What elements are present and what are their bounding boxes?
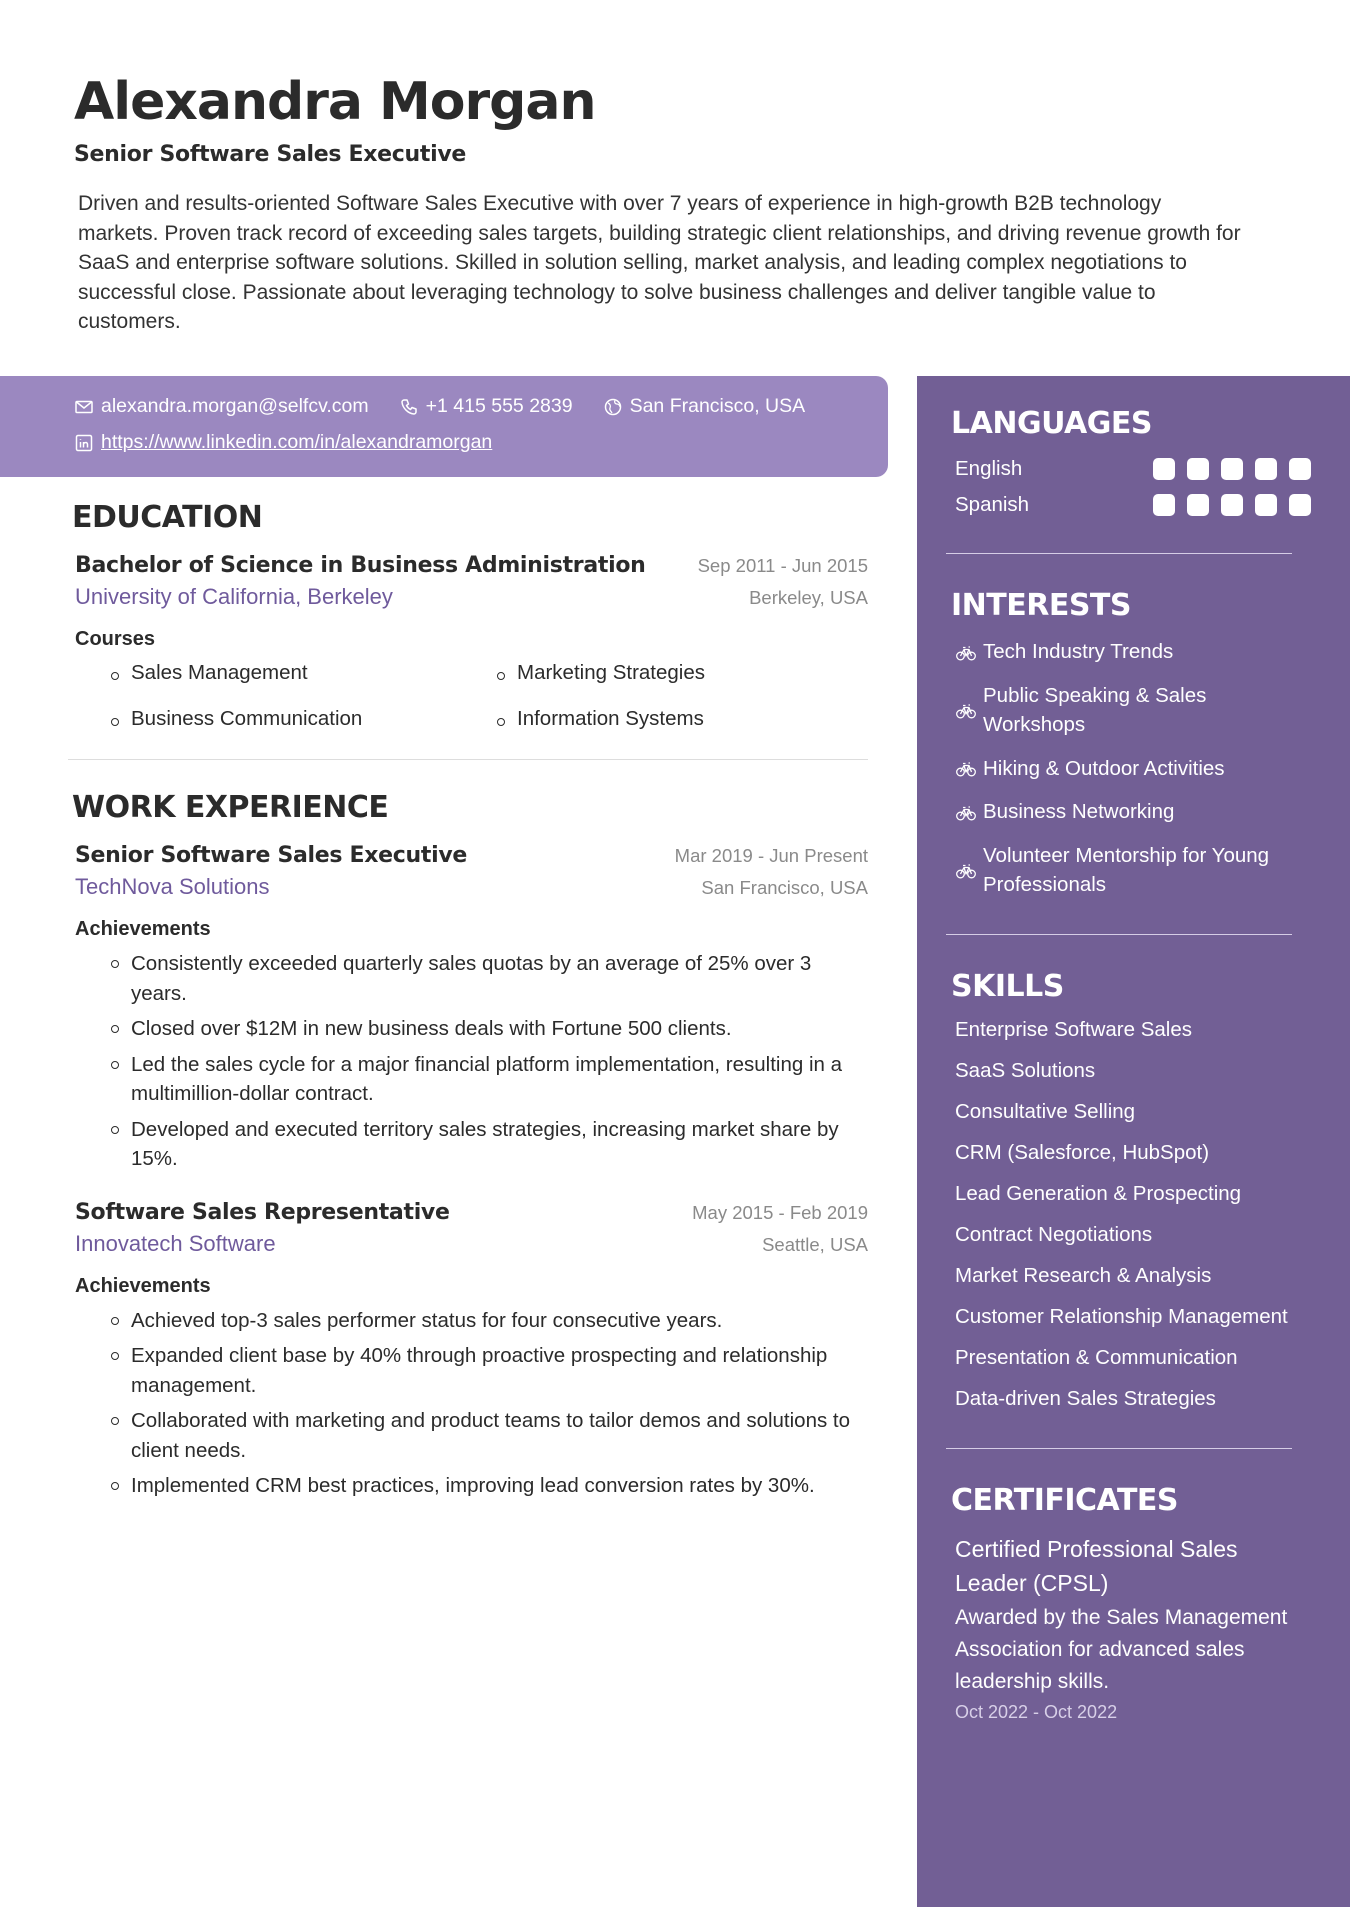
contact-location [603, 395, 806, 418]
summary-paragraph: Driven and results-oriented Software Sales Executive with over 7 years of experience in high-growth B2B technology markets. Proven track record of exceeding sales targets, building strategic client relationships, and driving revenue growth for SaaS and enterprise software solutions. Skilled in solution selling, market analysis, and leading complex negotiations to successful close. Passionate about leveraging technology to solve business challenges and deliver tangible value to customers. [78, 192, 1241, 334]
list-item: Information Systems [517, 707, 897, 731]
interest-item [951, 841, 1311, 900]
proficiency-dot [1153, 458, 1175, 480]
location-text: San Francisco, USA [629, 395, 806, 417]
phone-icon [399, 397, 419, 417]
courses-list [75, 661, 868, 731]
skills-heading: SKILLS [951, 968, 1064, 1004]
certificate-date: Oct 2022 - Oct 2022 [955, 1701, 1118, 1722]
skill-item: Presentation & Communication [955, 1346, 1238, 1369]
list-item: Collaborated with marketing and product teams to tailor demos and solutions to client needs. [131, 1406, 875, 1465]
proficiency-dot [1221, 494, 1243, 516]
job-title: Senior Software Sales Executive [75, 843, 468, 868]
interest-label: Volunteer Mentorship for Young Professionals [983, 843, 1270, 896]
sidebar [917, 376, 1350, 1907]
interest-item [951, 797, 1311, 827]
certificate-name: Certified Professional Sales Leader (CPSL) [955, 1535, 1238, 1596]
proficiency-dots [1153, 458, 1311, 480]
achievements-label: Achievements [75, 918, 211, 940]
language-row [951, 457, 1311, 481]
interest-item [951, 681, 1311, 740]
proficiency-dot [1255, 494, 1277, 516]
languages-heading: LANGUAGES [951, 406, 1152, 441]
skill-item: Data-driven Sales Strategies [955, 1387, 1216, 1410]
candidate-title: Senior Software Sales Executive [74, 142, 467, 167]
candidate-name: Alexandra Morgan [74, 72, 596, 132]
bicycle-icon [955, 801, 977, 823]
list-item: Business Communication [131, 707, 517, 731]
bicycle-icon [955, 699, 977, 721]
language-row [951, 493, 1311, 517]
contact-linkedin[interactable] [74, 431, 492, 454]
list-item: Sales Management [131, 661, 517, 685]
contact-phone[interactable] [399, 395, 573, 418]
proficiency-dot [1289, 494, 1311, 516]
skill-item: SaaS Solutions [955, 1059, 1096, 1082]
company-name: TechNova Solutions [75, 874, 270, 899]
degree-title: Bachelor of Science in Business Administration [75, 553, 646, 578]
language-name: Spanish [955, 493, 1030, 516]
linkedin-link[interactable]: https://www.linkedin.com/in/alexandramorgan [101, 431, 493, 453]
section-divider [68, 759, 868, 760]
proficiency-dots [1153, 494, 1311, 516]
certificate-description: Awarded by the Sales Management Association for advanced sales leadership skills. [955, 1605, 1288, 1693]
list-item: Implemented CRM best practices, improving lead conversion rates by 30%. [131, 1471, 875, 1501]
job-date: Mar 2019 - Jun Present [674, 845, 868, 866]
resume-header [74, 70, 1254, 337]
company-name: Innovatech Software [75, 1230, 276, 1256]
email-text: alexandra.morgan@selfcv.com [101, 395, 369, 417]
courses-label: Courses [75, 628, 156, 650]
sidebar-divider [946, 934, 1292, 935]
education-entry [72, 553, 868, 731]
contact-row [74, 431, 522, 454]
skill-item: Lead Generation & Prospecting [955, 1182, 1242, 1205]
school-name: University of California, Berkeley [75, 584, 393, 609]
list-item: Achieved top-3 sales performer status for four consecutive years. [131, 1306, 875, 1336]
interest-label: Hiking & Outdoor Activities [983, 756, 1225, 780]
proficiency-dot [1289, 458, 1311, 480]
achievements-list [75, 949, 875, 1174]
skill-item: Market Research & Analysis [955, 1264, 1212, 1287]
proficiency-dot [1187, 494, 1209, 516]
job-entry [72, 843, 868, 1174]
bicycle-icon [955, 641, 977, 663]
certificates-heading: CERTIFICATES [951, 1482, 1179, 1518]
interest-item [951, 637, 1311, 667]
proficiency-dot [1221, 458, 1243, 480]
interests-list [951, 637, 1311, 900]
education-date: Sep 2011 - Jun 2015 [697, 555, 868, 576]
interest-label: Tech Industry Trends [983, 640, 1174, 663]
bicycle-icon [955, 859, 977, 881]
interest-label: Business Networking [983, 800, 1175, 823]
skill-item: CRM (Salesforce, HubSpot) [955, 1141, 1210, 1164]
list-item: Expanded client base by 40% through proactive prospecting and relationship management. [131, 1341, 875, 1400]
sidebar-divider [946, 1448, 1292, 1449]
linkedin-icon [74, 433, 94, 453]
sidebar-divider [946, 553, 1292, 554]
bicycle-icon [955, 757, 977, 779]
school-location: Berkeley, USA [749, 587, 868, 608]
job-date: May 2015 - Feb 2019 [692, 1201, 868, 1223]
list-item: Led the sales cycle for a major financial platform implementation, resulting in a multimillion-dollar contract. [131, 1050, 875, 1109]
envelope-icon [74, 397, 94, 417]
skill-item: Enterprise Software Sales [955, 1018, 1193, 1041]
contact-bar [0, 376, 888, 477]
list-item: Closed over $12M in new business deals with Fortune 500 clients. [131, 1014, 875, 1044]
skill-item: Customer Relationship Management [955, 1305, 1288, 1328]
phone-text: +1 415 555 2839 [425, 395, 573, 417]
contact-email[interactable] [74, 395, 369, 418]
language-name: English [955, 457, 1023, 480]
interest-label: Public Speaking & Sales Workshops [983, 683, 1207, 736]
globe-icon [603, 397, 623, 417]
job-location: Seattle, USA [762, 1233, 868, 1255]
skill-item: Contract Negotiations [955, 1223, 1153, 1246]
achievements-list [75, 1306, 875, 1501]
skills-list [951, 1015, 1311, 1414]
proficiency-dot [1255, 458, 1277, 480]
education-heading: EDUCATION [72, 500, 263, 535]
list-item: Consistently exceeded quarterly sales quotas by an average of 25% over 3 years. [131, 949, 875, 1008]
contact-row [74, 395, 835, 418]
interests-heading: INTERESTS [951, 588, 1131, 623]
list-item: Marketing Strategies [517, 661, 897, 685]
proficiency-dot [1187, 458, 1209, 480]
interest-item [951, 754, 1311, 784]
work-heading: WORK EXPERIENCE [72, 790, 389, 825]
job-title: Software Sales Representative [75, 1199, 450, 1225]
achievements-label: Achievements [75, 1274, 211, 1297]
main-column [72, 500, 868, 1507]
job-entry [72, 1200, 868, 1501]
list-item: Developed and executed territory sales strategies, increasing market share by 15%. [131, 1115, 875, 1174]
proficiency-dot [1153, 494, 1175, 516]
skill-item: Consultative Selling [955, 1100, 1136, 1123]
job-location: San Francisco, USA [701, 877, 868, 898]
